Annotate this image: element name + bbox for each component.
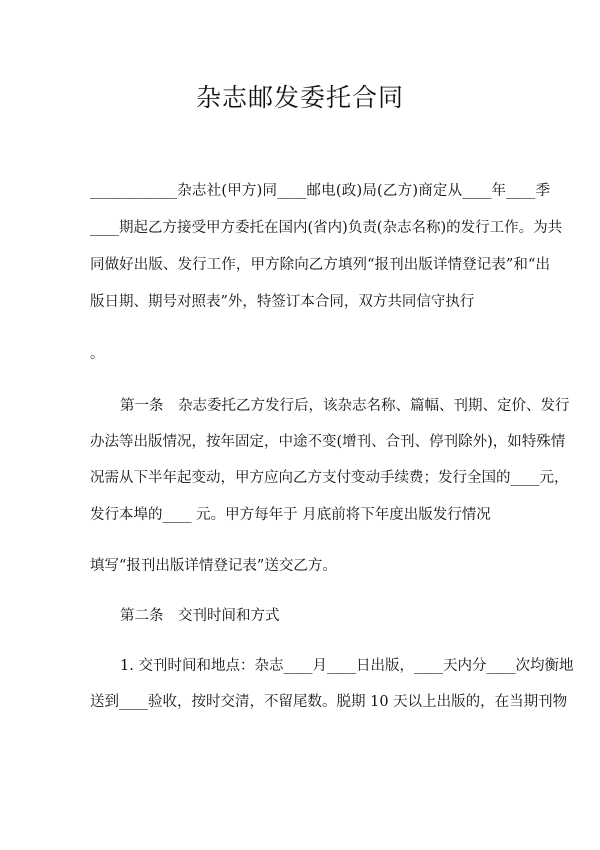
paragraph-line: 同做好出版、发行工作，甲方除向乙方填列“报刊出版详情登记表”和“出	[90, 257, 550, 273]
article-1-line: 况需从下半年起变动，甲方应向乙方支付变动手续费；发行全国的____元，	[90, 470, 569, 486]
article-1-line: 发行本埠的____ 元。甲方每年于 月底前将下年度出版发行情况	[90, 507, 491, 523]
paragraph-line: ____期起乙方接受甲方委托在国内(省内)负责(杂志名称)的发行工作。为共	[90, 220, 563, 236]
document-title: 杂志邮发委托合同	[195, 83, 404, 112]
article-1-line: 办法等出版情况，按年固定，中途不变(增刊、合刊、停刊除外)，如特殊情	[90, 434, 566, 450]
article-1-line: 第一条 杂志委托乙方发行后，该杂志名称、篇幅、刊期、定价、发行	[120, 398, 570, 414]
paragraph-line: 。	[90, 346, 105, 362]
paragraph-line: ____________杂志社(甲方)同____邮电(政)局(乙方)商定从____年____季	[90, 183, 550, 199]
article-2-heading: 第二条 交刊时间和方式	[120, 608, 280, 624]
paragraph-line: 版日期、期号对照表”外，特签订本合同，双方共同信守执行	[90, 294, 475, 310]
article-2-line: 1. 交刊时间和地点：杂志____月____日出版，____天内分____次均衡地	[120, 658, 574, 674]
article-1-line: 填写“报刊出版详情登记表”送交乙方。	[90, 558, 337, 574]
article-2-line: 送到____验收，按时交清，不留尾数。脱期 10 天以上出版的，在当期刊物	[90, 694, 568, 710]
